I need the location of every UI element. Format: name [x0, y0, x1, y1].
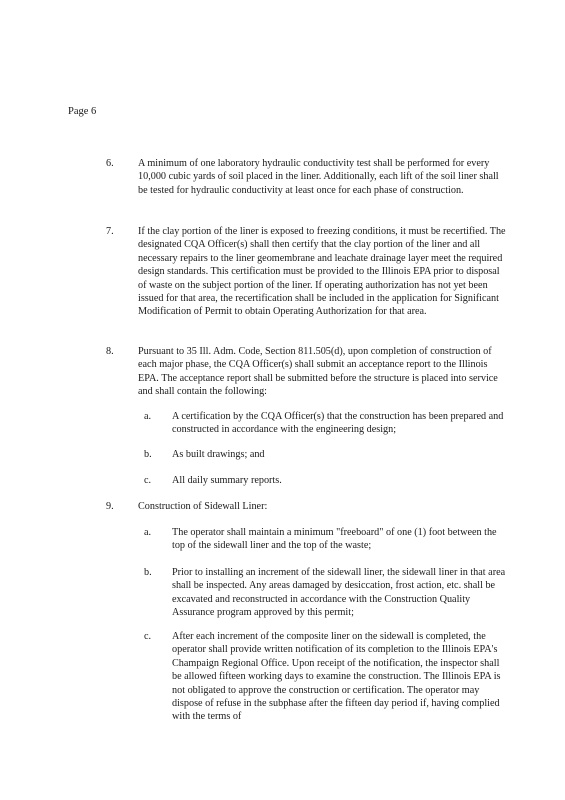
subitem-text: A certification by the CQA Officer(s) that the construction has been prepared and constructed in accordance with the engineering design;: [172, 411, 504, 436]
item-text: Pursuant to 35 Ill. Adm. Code, Section 811.505(d), upon completion of construction of each major phase, the CQA Officer(s) shall submit an acceptance report to the Illinois EPA. The acceptance report shall be submitted before the structure is placed into service and shall contain the following:: [138, 346, 498, 398]
subitem-text: All daily summary reports.: [172, 475, 282, 486]
subitem-text: The operator shall maintain a minimum "freeboard" of one (1) foot between the top of the sidewall liner and the top of the waste;: [172, 527, 497, 552]
subitem-letter: b.: [144, 449, 152, 460]
subitem-letter: a.: [144, 411, 152, 422]
item-number: 7.: [106, 226, 114, 237]
item-text: If the clay portion of the liner is exposed to freezing conditions, it must be recertified. The designated CQA Officer(s) shall then certify that the clay portion of the liner and all necessary repairs to the liner geomembrane and leachate drainage layer meet the required design standards. This certification must be provided to the Illinois EPA prior to disposal of waste on the subject portion of the liner. If operating authorization has not yet been issued for that area, the recertification shall be included in the application for Significant Modification of Permit to obtain Operating Authorization for that area.: [138, 226, 506, 318]
subitem-text: After each increment of the composite liner on the sidewall is completed, the operator shall provide written notification of its completion to the Illinois EPA's Champaign Regional Office. Upon receipt of the notification, the inspector shall be allowed fifteen working days to examine the construction. The Illinois EPA is not obligated to approve the construction or certification. The operator may dispose of refuse in the subphase after the fifteen day period if, having complied with the terms of: [172, 631, 501, 723]
subitem-letter: c.: [144, 475, 152, 486]
item-number: 9.: [106, 501, 114, 512]
item-number: 6.: [106, 158, 114, 169]
subitem-letter: c.: [144, 631, 152, 642]
subitem-letter: a.: [144, 527, 152, 538]
page-number-label: Page 6: [68, 106, 97, 117]
subitem-text: As built drawings; and: [172, 449, 265, 460]
subitem-letter: b.: [144, 567, 152, 578]
item-text: Construction of Sidewall Liner:: [138, 501, 268, 512]
item-text: A minimum of one laboratory hydraulic conductivity test shall be performed for every 10,000 cubic yards of soil placed in the liner. Additionally, each lift of the soil liner shall be tested for hydraulic conductivity at least once for each phase of construction.: [138, 158, 499, 196]
item-number: 8.: [106, 346, 114, 357]
subitem-text: Prior to installing an increment of the sidewall liner, the sidewall liner in that area shall be inspected. Any areas damaged by desiccation, frost action, etc. shall be excavated and reconstructed in accordance with the Construction Quality Assurance program approved by this permit;: [172, 567, 506, 619]
